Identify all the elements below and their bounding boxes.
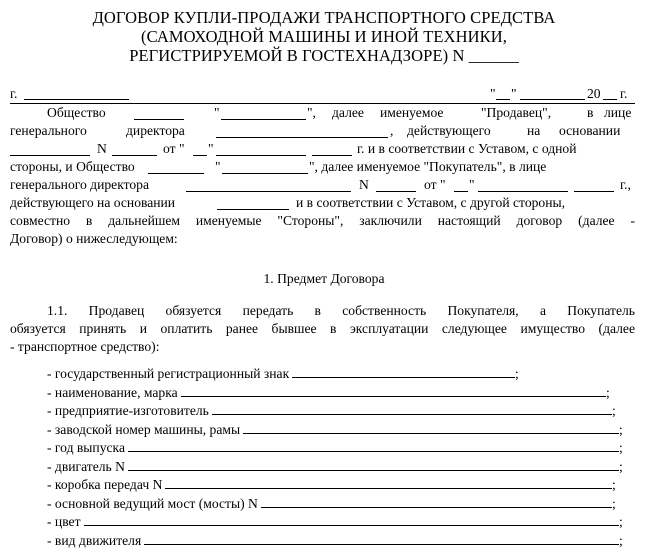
vehicle-item-row bbox=[47, 476, 616, 493]
vehicle-item-field[interactable] bbox=[84, 513, 619, 526]
vehicle-item-row bbox=[47, 421, 623, 438]
buyer-doc-day-field[interactable] bbox=[454, 179, 468, 192]
vehicle-item-row bbox=[47, 402, 616, 419]
vehicle-item-row bbox=[47, 513, 623, 530]
vehicle-item-label: - государственный регистрационный знак bbox=[47, 366, 290, 381]
vehicle-item-label: - предприятие-изготовитель bbox=[47, 403, 209, 418]
buyer-doc-number-field[interactable] bbox=[376, 179, 416, 192]
vehicle-item-label: - цвет bbox=[47, 514, 81, 529]
buyer-form-field[interactable] bbox=[148, 161, 204, 174]
seller-name-field[interactable] bbox=[221, 107, 306, 120]
vehicle-item-label: - заводской номер машины, рамы bbox=[47, 421, 241, 437]
buyer-director-field[interactable] bbox=[186, 179, 351, 192]
preamble-line-2: генерального директора , действующего на основании bbox=[10, 123, 621, 138]
seller-basis-field[interactable] bbox=[10, 143, 90, 156]
vehicle-item-label: - год выпуска bbox=[47, 440, 125, 455]
vehicle-item-row bbox=[47, 365, 519, 382]
vehicle-item-label: - наименование, марка bbox=[47, 384, 178, 400]
section-1-paragraph-line-2: обязуется принять и оплатить ранее бывшее в эксплуатации следующее имущество (далее bbox=[10, 321, 635, 336]
vehicle-item-label: - основной ведущий мост (мосты) N bbox=[47, 495, 258, 511]
title-line-2: (САМОХОДНОЙ МАШИНЫ И ИНОЙ ТЕХНИКИ, bbox=[141, 27, 507, 46]
section-1-paragraph-line-3: - транспортное средство): bbox=[10, 339, 160, 354]
vehicle-item-field[interactable] bbox=[243, 421, 619, 434]
vehicle-item-semicolon: ; bbox=[619, 532, 623, 548]
document-title bbox=[0, 8, 648, 65]
divider bbox=[10, 103, 635, 104]
vehicle-item-field[interactable] bbox=[212, 402, 612, 415]
vehicle-item-semicolon: ; bbox=[619, 421, 623, 437]
vehicle-item-semicolon: ; bbox=[612, 403, 616, 418]
title-line-1: ДОГОВОР КУПЛИ-ПРОДАЖИ ТРАНСПОРТНОГО СРЕДСТВА bbox=[92, 8, 556, 27]
vehicle-item-field[interactable] bbox=[128, 439, 619, 452]
day-field[interactable] bbox=[496, 87, 510, 100]
vehicle-item-row bbox=[47, 495, 616, 512]
seller-doc-month-field[interactable] bbox=[216, 143, 306, 156]
vehicle-item-label: - двигатель N bbox=[47, 458, 125, 474]
vehicle-item-field[interactable] bbox=[128, 458, 619, 471]
vehicle-item-row bbox=[47, 458, 623, 475]
preamble-line-4: стороны, и Общество " ", далее именуемое "Покупатель", в лице bbox=[10, 159, 547, 174]
vehicle-item-field[interactable] bbox=[165, 476, 612, 489]
city-prefix: г. bbox=[10, 86, 18, 101]
seller-director-field[interactable] bbox=[216, 125, 388, 138]
buyer-name-field[interactable] bbox=[222, 161, 308, 174]
city-field[interactable] bbox=[24, 87, 129, 100]
vehicle-item-field[interactable] bbox=[181, 384, 606, 397]
vehicle-item-semicolon: ; bbox=[619, 514, 623, 529]
month-field[interactable] bbox=[520, 87, 585, 100]
vehicle-item-semicolon: ; bbox=[619, 458, 623, 474]
vehicle-item-semicolon: ; bbox=[515, 366, 519, 381]
seller-doc-day-field[interactable] bbox=[193, 143, 207, 156]
year-field[interactable] bbox=[603, 87, 617, 100]
vehicle-item-label: - вид движителя bbox=[47, 532, 142, 548]
vehicle-item-semicolon: ; bbox=[612, 477, 616, 492]
section-1-paragraph-line-1: 1.1. Продавец обязуется передать в собственность Покупателя, а Покупатель bbox=[47, 303, 635, 318]
vehicle-item-row bbox=[47, 439, 623, 456]
seller-doc-year-field[interactable] bbox=[312, 143, 352, 156]
buyer-basis-field[interactable] bbox=[217, 197, 289, 210]
title-line-3: РЕГИСТРИРУЕМОЙ В ГОСТЕХНАДЗОРЕ) N ______ bbox=[129, 46, 519, 65]
vehicle-item-row bbox=[47, 384, 610, 401]
preamble-line-7: совместно в дальнейшем именуемые "Стороны", заключили настоящий договор (далее - bbox=[10, 213, 635, 228]
seller-doc-number-field[interactable] bbox=[112, 143, 157, 156]
vehicle-item-row bbox=[47, 532, 623, 549]
preamble-line-6: действующего на основании и в соответствии с Уставом, с другой стороны, bbox=[10, 195, 566, 210]
place-date-line: г. " " 20 г. bbox=[10, 86, 628, 101]
seller-form-field[interactable] bbox=[134, 107, 184, 120]
preamble-line-5: генерального директора N от " " г., bbox=[10, 177, 631, 192]
preamble-line-8: Договор) о нижеследующем: bbox=[10, 231, 178, 246]
buyer-doc-month-field[interactable] bbox=[478, 179, 568, 192]
vehicle-item-semicolon: ; bbox=[612, 495, 616, 511]
preamble-line-1: Общество " ", далее именуемое "Продавец", в лице bbox=[47, 105, 632, 120]
vehicle-item-field[interactable] bbox=[144, 532, 619, 545]
vehicle-item-semicolon: ; bbox=[619, 440, 623, 455]
section-1-heading: 1. Предмет Договора bbox=[263, 271, 385, 286]
preamble-line-3: N от " " г. и в соответствии с Уставом, с одной bbox=[10, 141, 635, 159]
buyer-doc-year-field[interactable] bbox=[574, 179, 614, 192]
vehicle-item-field[interactable] bbox=[292, 365, 515, 378]
vehicle-item-field[interactable] bbox=[261, 495, 612, 508]
vehicle-item-semicolon: ; bbox=[606, 384, 610, 400]
vehicle-item-label: - коробка передач N bbox=[47, 477, 163, 492]
